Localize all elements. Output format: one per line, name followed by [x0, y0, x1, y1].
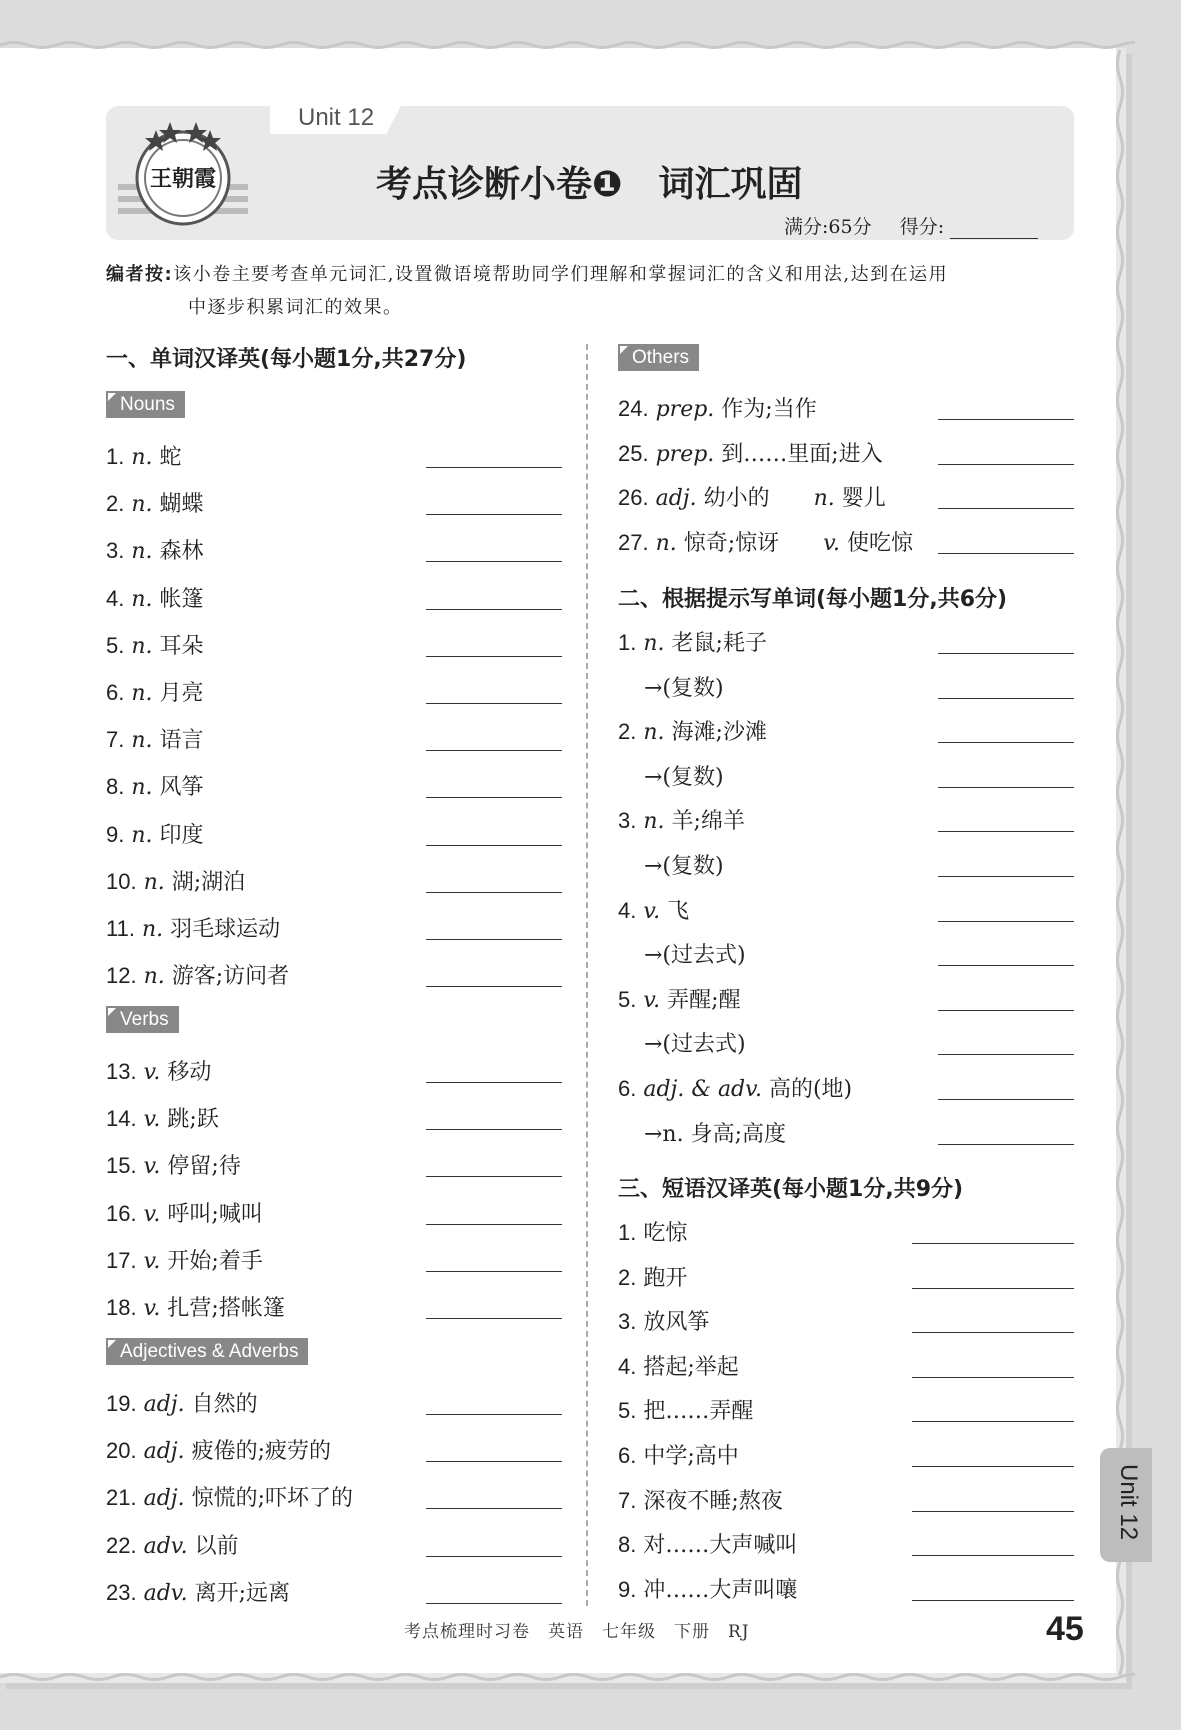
- question-item: [618, 1072, 852, 1103]
- part-of-speech: v.: [143, 1107, 161, 1132]
- part-of-speech: n.: [131, 445, 153, 470]
- part-of-speech: adj.: [143, 1439, 185, 1464]
- question-item: [618, 626, 767, 657]
- question-text: 搭起;举起: [643, 1355, 739, 1380]
- answer-blank[interactable]: [938, 1098, 1074, 1100]
- question-item: [618, 1350, 739, 1381]
- part-of-speech: v.: [643, 988, 661, 1013]
- answer-blank[interactable]: [426, 1128, 562, 1130]
- question-text: 离开;远离: [194, 1581, 291, 1606]
- answer-blank[interactable]: [426, 702, 562, 704]
- question-item: [618, 715, 767, 746]
- part-of-speech: n.: [643, 720, 665, 745]
- unit-label: Unit 12: [298, 104, 375, 131]
- question-text: →(过去式): [644, 1032, 746, 1057]
- question-item: [106, 1055, 211, 1086]
- question-item: [618, 1394, 753, 1425]
- top-wave-border: [0, 38, 1135, 52]
- answer-blank[interactable]: [912, 1331, 1074, 1333]
- question-number: 2.: [618, 719, 637, 744]
- answer-blank[interactable]: [426, 608, 562, 610]
- question-item: [106, 1434, 331, 1465]
- part-of-speech: v.: [143, 1249, 161, 1274]
- question-item: [106, 912, 280, 943]
- question-item: [106, 440, 182, 471]
- question-item: [644, 938, 746, 969]
- question-text: 弄醒;醒: [667, 988, 741, 1013]
- question-number: 25.: [618, 441, 649, 466]
- answer-blank[interactable]: [938, 652, 1074, 654]
- answer-blank[interactable]: [426, 796, 562, 798]
- question-item: [106, 1197, 263, 1228]
- question-text: 使吃惊: [847, 531, 914, 556]
- publisher-logo: [118, 114, 248, 236]
- answer-blank[interactable]: [912, 1287, 1074, 1289]
- question-item: [618, 481, 886, 512]
- part-of-speech: n.: [143, 870, 165, 895]
- question-text: 语言: [159, 728, 204, 753]
- question-number: 3.: [618, 1309, 637, 1334]
- answer-blank[interactable]: [938, 920, 1074, 922]
- part-of-speech: adj.: [655, 486, 697, 511]
- editor-note: [106, 258, 1078, 324]
- question-item: [106, 723, 204, 754]
- answer-blank[interactable]: [426, 560, 562, 562]
- part-of-speech: n.: [131, 728, 153, 753]
- question-text: 惊慌的;吓坏了的: [191, 1486, 354, 1511]
- answer-blank[interactable]: [912, 1510, 1074, 1512]
- part-of-speech: n.: [131, 634, 153, 659]
- answer-blank[interactable]: [426, 938, 562, 940]
- question-item: [106, 487, 204, 518]
- question-text: →(复数): [644, 854, 724, 879]
- part-of-speech: v.: [143, 1296, 161, 1321]
- question-text: 羊;绵羊: [671, 809, 745, 834]
- question-number: 7.: [618, 1488, 637, 1513]
- score-full: 满分:65分: [784, 216, 872, 238]
- side-tab-label: Unit 12: [1115, 1464, 1142, 1541]
- answer-blank[interactable]: [938, 552, 1074, 554]
- answer-blank[interactable]: [426, 891, 562, 893]
- answer-blank[interactable]: [938, 507, 1074, 509]
- tag-others: Others: [618, 344, 699, 371]
- question-item: [106, 676, 204, 707]
- score-line: [784, 212, 1038, 239]
- question-text: 以前: [194, 1534, 239, 1559]
- question-item: [618, 804, 745, 835]
- logo-text: 王朝霞: [149, 166, 217, 192]
- question-number: 21.: [106, 1485, 137, 1510]
- question-number: 4.: [106, 586, 125, 611]
- section3-title: 三、短语汉译英(每小题1分,共9分): [618, 1177, 964, 1202]
- part-of-speech: n.: [131, 823, 153, 848]
- answer-blank[interactable]: [912, 1554, 1074, 1556]
- question-number: 18.: [106, 1295, 137, 1320]
- question-item: [106, 1529, 239, 1560]
- part-of-speech: n.: [655, 531, 677, 556]
- answer-blank[interactable]: [938, 418, 1074, 420]
- answer-blank[interactable]: [426, 1317, 562, 1319]
- question-number: 2.: [106, 491, 125, 516]
- answer-blank[interactable]: [938, 786, 1074, 788]
- question-text: 老鼠;耗子: [671, 631, 767, 656]
- answer-blank[interactable]: [938, 875, 1074, 877]
- question-item: [106, 1244, 263, 1275]
- question-item: [106, 1291, 285, 1322]
- answer-blank[interactable]: [912, 1242, 1074, 1244]
- question-number: 2.: [618, 1265, 637, 1290]
- question-text: →(复数): [644, 765, 724, 790]
- question-item: [618, 1528, 797, 1559]
- question-text: 跑开: [643, 1266, 688, 1291]
- answer-blank[interactable]: [912, 1599, 1074, 1601]
- question-item: [106, 959, 289, 990]
- question-text: 游客;访问者: [171, 964, 290, 989]
- answer-blank[interactable]: [938, 697, 1074, 699]
- answer-blank[interactable]: [938, 741, 1074, 743]
- question-number: 13.: [106, 1059, 137, 1084]
- question-text: 蝴蝶: [159, 492, 204, 517]
- part-of-speech: n.: [131, 775, 153, 800]
- tag-adjectives-adverbs: Adjectives & Adverbs: [106, 1338, 308, 1365]
- question-number: 9.: [618, 1577, 637, 1602]
- part-of-speech: v.: [823, 531, 840, 556]
- question-number: 5.: [618, 1398, 637, 1423]
- question-item: [618, 1484, 783, 1515]
- answer-blank[interactable]: [426, 1460, 562, 1462]
- question-number: 3.: [106, 538, 125, 563]
- question-number: 23.: [106, 1580, 137, 1605]
- question-text: 把……弄醒: [643, 1399, 754, 1424]
- question-number: 19.: [106, 1391, 137, 1416]
- answer-blank[interactable]: [426, 1555, 562, 1557]
- question-number: 11.: [106, 916, 135, 941]
- question-text: 风筝: [159, 775, 204, 800]
- question-item: [618, 1305, 709, 1336]
- answer-blank[interactable]: [912, 1376, 1074, 1378]
- question-text: 冲……大声叫嚷: [643, 1578, 798, 1603]
- tag-nouns: Nouns: [106, 391, 185, 418]
- question-text: 扎营;搭帐篷: [167, 1296, 285, 1321]
- question-text: 移动: [167, 1060, 212, 1085]
- part-of-speech: adj. & adv.: [643, 1077, 762, 1102]
- answer-blank[interactable]: [426, 1602, 562, 1604]
- question-number: 6.: [106, 680, 125, 705]
- part-of-speech: adv.: [143, 1534, 188, 1559]
- question-item: [644, 1027, 746, 1058]
- part-of-speech: adv.: [143, 1581, 188, 1606]
- question-text: 海滩;沙滩: [671, 720, 767, 745]
- page-title: 考点诊断小卷❶ 词汇巩固: [376, 164, 803, 205]
- answer-blank[interactable]: [938, 1053, 1074, 1055]
- part-of-speech: n.: [131, 587, 153, 612]
- answer-blank[interactable]: [426, 844, 562, 846]
- score-blank[interactable]: [950, 221, 1038, 239]
- question-number: 14.: [106, 1106, 137, 1131]
- question-text: 幼小的: [703, 486, 770, 511]
- question-number: 8.: [106, 774, 125, 799]
- question-number: 17.: [106, 1248, 137, 1273]
- answer-blank[interactable]: [426, 1413, 562, 1415]
- question-item: [106, 582, 204, 613]
- part-of-speech: v.: [143, 1060, 161, 1085]
- part-of-speech: adj.: [143, 1392, 185, 1417]
- question-item: [106, 1102, 219, 1133]
- question-number: 7.: [106, 727, 125, 752]
- part-of-speech: n.: [813, 486, 835, 511]
- answer-blank[interactable]: [426, 1175, 562, 1177]
- question-text: 印度: [159, 823, 204, 848]
- answer-blank[interactable]: [426, 1081, 562, 1083]
- question-number: 1.: [618, 630, 637, 655]
- answer-blank[interactable]: [938, 830, 1074, 832]
- editor-note-line2: 中逐步积累词汇的效果。: [188, 297, 403, 318]
- question-number: 15.: [106, 1153, 137, 1178]
- part-of-speech: v.: [143, 1154, 161, 1179]
- bottom-wave-border: [0, 1670, 1135, 1684]
- question-text: 吃惊: [643, 1221, 688, 1246]
- question-number: 8.: [618, 1532, 637, 1557]
- question-number: 10.: [106, 869, 137, 894]
- question-number: 12.: [106, 963, 137, 988]
- question-item: [644, 1117, 786, 1148]
- question-number: 16.: [106, 1201, 137, 1226]
- question-text: 月亮: [159, 681, 204, 706]
- question-item: [106, 770, 204, 801]
- question-item: [618, 894, 689, 925]
- question-number: 27.: [618, 530, 649, 555]
- question-text: →(过去式): [644, 943, 746, 968]
- answer-blank[interactable]: [426, 655, 562, 657]
- part-of-speech: v.: [643, 899, 661, 924]
- answer-blank[interactable]: [426, 1270, 562, 1272]
- answer-blank[interactable]: [426, 1223, 562, 1225]
- question-number: 9.: [106, 822, 125, 847]
- question-text: 飞: [667, 899, 690, 924]
- question-number: 4.: [618, 898, 637, 923]
- question-text: 疲倦的;疲劳的: [191, 1439, 332, 1464]
- question-text: 羽毛球运动: [170, 917, 281, 942]
- editor-note-label: 编者按:: [106, 264, 174, 285]
- question-text: 开始;着手: [167, 1249, 263, 1274]
- question-text: 对……大声喊叫: [643, 1533, 798, 1558]
- question-text: →(复数): [644, 676, 724, 701]
- question-item: [106, 1387, 258, 1418]
- question-text: 帐篷: [159, 587, 204, 612]
- question-number: 1.: [106, 444, 125, 469]
- part-of-speech: n.: [643, 809, 665, 834]
- question-text: 蛇: [159, 445, 182, 470]
- answer-blank[interactable]: [938, 964, 1074, 966]
- question-number: 5.: [106, 633, 125, 658]
- question-number: 4.: [618, 1354, 637, 1379]
- right-wave-border: [1112, 50, 1128, 1675]
- answer-blank[interactable]: [938, 1143, 1074, 1145]
- question-text: →n. 身高;高度: [644, 1122, 787, 1147]
- column-divider: [586, 344, 588, 1606]
- question-number: 5.: [618, 987, 637, 1012]
- question-text: 放风筝: [643, 1310, 710, 1335]
- part-of-speech: v.: [143, 1202, 161, 1227]
- question-text: 深夜不睡;熬夜: [643, 1489, 783, 1514]
- question-text: 婴儿: [841, 486, 886, 511]
- part-of-speech: n.: [131, 539, 153, 564]
- question-item: [618, 392, 817, 423]
- question-item: [618, 1439, 739, 1470]
- part-of-speech: n.: [131, 681, 153, 706]
- answer-blank[interactable]: [426, 985, 562, 987]
- question-text: 中学;高中: [643, 1444, 739, 1469]
- question-number: 26.: [618, 485, 649, 510]
- part-of-speech: prep.: [655, 442, 715, 467]
- part-of-speech: n.: [131, 492, 153, 517]
- question-text: 呼叫;喊叫: [167, 1202, 263, 1227]
- question-number: 24.: [618, 396, 649, 421]
- section1-title: 一、单词汉译英(每小题1分,共27分): [106, 347, 467, 372]
- question-item: [106, 1149, 241, 1180]
- question-text: 湖;湖泊: [171, 870, 246, 895]
- editor-note-line1: 该小卷主要考查单元词汇,设置微语境帮助同学们理解和掌握词汇的含义和用法,达到在运用: [173, 264, 949, 285]
- question-text: 跳;跃: [167, 1107, 219, 1132]
- question-item: [618, 1261, 687, 1292]
- question-number: 6.: [618, 1076, 637, 1101]
- question-number: 20.: [106, 1438, 137, 1463]
- question-item: [106, 629, 204, 660]
- question-text: 高的(地): [768, 1077, 853, 1102]
- answer-blank[interactable]: [426, 513, 562, 515]
- question-item: [644, 849, 724, 880]
- question-number: 1.: [618, 1220, 637, 1245]
- part-of-speech: adj.: [143, 1486, 185, 1511]
- question-text: 自然的: [191, 1392, 258, 1417]
- question-item: [618, 437, 883, 468]
- tag-verbs: Verbs: [106, 1006, 179, 1033]
- question-item: [106, 818, 204, 849]
- part-of-speech: n.: [141, 917, 164, 942]
- question-text: 森林: [159, 539, 204, 564]
- part-of-speech: prep.: [655, 397, 715, 422]
- question-item: [644, 760, 724, 791]
- question-number: 6.: [618, 1443, 637, 1468]
- answer-blank[interactable]: [426, 466, 562, 468]
- answer-blank[interactable]: [912, 1465, 1074, 1467]
- answer-blank[interactable]: [938, 1009, 1074, 1011]
- answer-blank[interactable]: [938, 463, 1074, 465]
- question-item: [618, 983, 741, 1014]
- footer-text: 考点梳理时习卷 英语 七年级 下册 RJ: [404, 1622, 750, 1642]
- answer-blank[interactable]: [912, 1420, 1074, 1422]
- section2-title: 二、根据提示写单词(每小题1分,共6分): [618, 587, 1008, 612]
- question-text: 停留;待: [167, 1154, 241, 1179]
- question-item: [106, 865, 245, 896]
- question-number: 3.: [618, 808, 637, 833]
- part-of-speech: n.: [643, 631, 665, 656]
- answer-blank[interactable]: [426, 749, 562, 751]
- question-item: [644, 671, 724, 702]
- question-text: 耳朵: [159, 634, 204, 659]
- question-number: 22.: [106, 1533, 137, 1558]
- page-number: 45: [1046, 1610, 1084, 1648]
- question-item: [106, 1481, 353, 1512]
- question-item: [618, 526, 913, 557]
- question-item: [106, 1576, 290, 1607]
- answer-blank[interactable]: [426, 1507, 562, 1509]
- question-item: [106, 534, 204, 565]
- question-text: 到……里面;进入: [721, 442, 883, 467]
- score-got-label: 得分:: [899, 216, 945, 238]
- question-text: 作为;当作: [721, 397, 817, 422]
- question-text: 惊奇;惊讶: [683, 531, 780, 556]
- question-item: [618, 1573, 797, 1604]
- question-item: [618, 1216, 687, 1247]
- part-of-speech: n.: [143, 964, 165, 989]
